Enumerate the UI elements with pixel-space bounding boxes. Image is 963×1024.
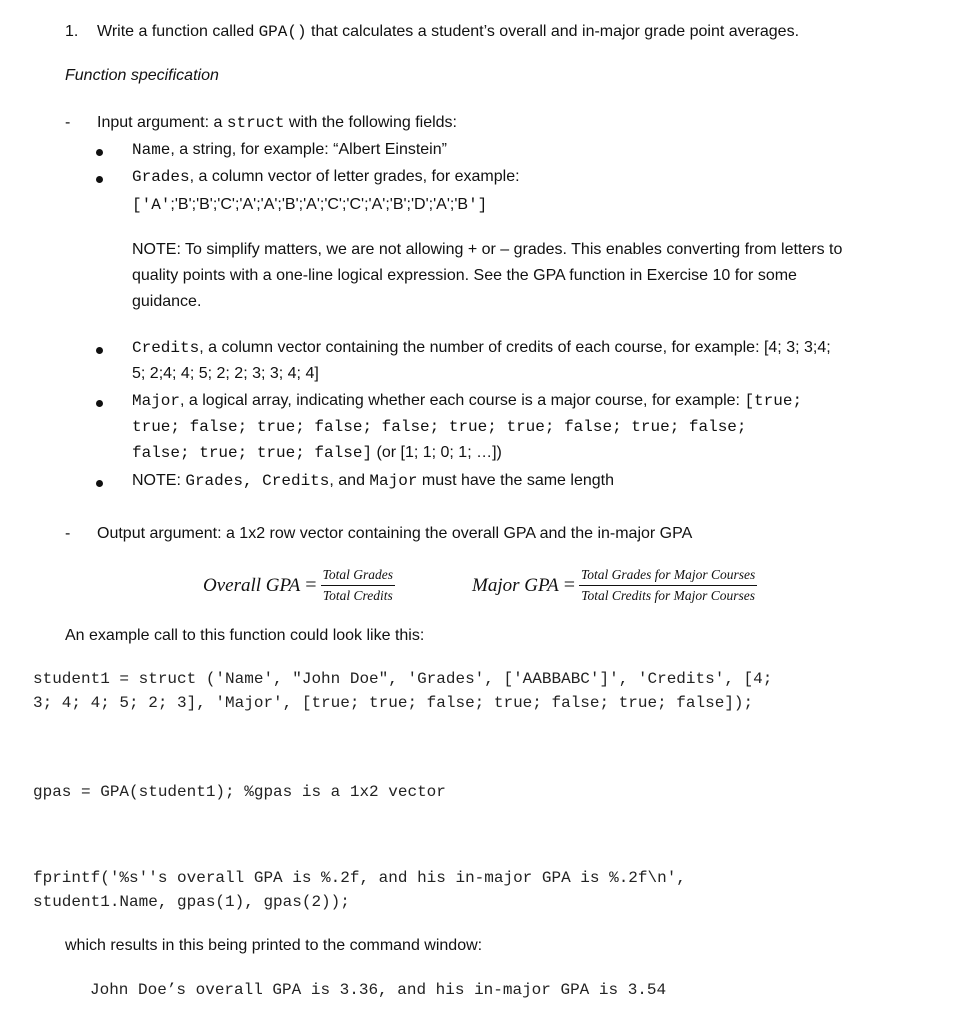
- grades-example-mid: ;'B';'B';'C';'A';'A';'B';'A';'C';'C';'A';'B';'D';'A';'B: [170, 196, 469, 213]
- name-field-desc: , a string, for example: “Albert Einstein”: [170, 141, 447, 158]
- overall-gpa-lhs: Overall GPA: [203, 574, 301, 596]
- code-line-3: gpas = GPA(student1); %gpas is a 1x2 vector: [33, 783, 446, 801]
- grades-example-open: ['A': [132, 196, 171, 214]
- note-line-1: NOTE: To simplify matters, we are not allowing + or – grades. This enables converting from letters to: [132, 241, 843, 258]
- major-field-label: Major: [132, 392, 181, 410]
- code-line-5: student1.Name, gpas(1), gpas(2));: [33, 893, 350, 911]
- result-intro: which results in this being printed to the command window:: [65, 937, 483, 954]
- question-text-after: that calculates a student’s overall and in-major grade point averages.: [306, 23, 800, 40]
- example-intro: An example call to this function could look like this:: [65, 627, 425, 644]
- bullet-icon: [96, 176, 103, 183]
- code-line-2: 3; 4; 4; 5; 2; 3], 'Major', [true; true; false; true; false; true; false]);: [33, 694, 754, 712]
- output-dash: -: [65, 525, 71, 542]
- question-text: [97, 23, 799, 41]
- length-note-credits: Credits: [262, 472, 330, 490]
- major-example-line-3: [132, 444, 502, 462]
- major-gpa-denominator: Total Credits for Major Courses: [581, 588, 756, 603]
- length-note-suffix: must have the same length: [417, 472, 614, 489]
- length-note-and: , and: [329, 472, 370, 489]
- struct-keyword: struct: [226, 114, 285, 132]
- overall-gpa-formula: [203, 567, 395, 604]
- major-example-line-1: [true;: [744, 392, 803, 410]
- length-note-sep: ,: [242, 472, 263, 490]
- bullet-icon: [96, 149, 103, 156]
- length-note-prefix: NOTE:: [132, 472, 186, 489]
- credits-field-desc-2: 5; 2;4; 4; 5; 2; 2; 3; 3; 4; 4]: [132, 365, 319, 382]
- output-text: Output argument: a 1x2 row vector containing the overall GPA and the in-major GPA: [97, 525, 693, 542]
- result-output: John Doe’s overall GPA is 3.36, and his in-major GPA is 3.54: [90, 981, 667, 999]
- input-label-after: with the following fields:: [284, 114, 457, 131]
- major-gpa-lhs: Major GPA: [472, 574, 559, 596]
- question-number: 1.: [65, 23, 79, 40]
- grades-field-desc: , a column vector of letter grades, for example:: [189, 168, 520, 185]
- major-gpa-numerator: Total Grades for Major Courses: [579, 567, 757, 586]
- major-field-item: [132, 392, 802, 410]
- length-note-grades: Grades: [185, 472, 243, 490]
- code-line-1: student1 = struct ('Name', "John Doe", 'Grades', ['AABBABC']', 'Credits', [4;: [33, 670, 773, 688]
- overall-gpa-fraction: [321, 567, 395, 604]
- credits-field-item: [132, 339, 831, 357]
- code-line-4: fprintf('%s''s overall GPA is %.2f, and his in-major GPA is %.2f\n',: [33, 869, 686, 887]
- major-gpa-formula: [472, 567, 757, 604]
- overall-gpa-numerator: Total Grades: [321, 567, 395, 586]
- length-note-major: Major: [369, 472, 418, 490]
- input-label-text: Input argument: a: [97, 114, 227, 131]
- major-gpa-fraction: [579, 567, 757, 604]
- major-example-line-2: true; false; true; false; false; true; true; false; true; false;: [132, 418, 747, 436]
- overall-gpa-equals: =: [305, 574, 317, 596]
- grades-field-item: [132, 168, 520, 186]
- grades-example: [132, 196, 487, 214]
- major-gpa-equals: =: [563, 574, 576, 596]
- name-field-item: [132, 141, 447, 159]
- function-name: GPA(): [258, 23, 307, 41]
- length-note: [132, 472, 614, 490]
- bullet-icon: [96, 347, 103, 354]
- note-line-2: quality points with a one-line logical expression. See the GPA function in Exercise 10 for some: [132, 267, 797, 284]
- note-line-3: guidance.: [132, 293, 202, 310]
- credits-field-desc: , a column vector containing the number of credits of each course, for example: [4; 3; 3;4;: [199, 339, 831, 356]
- bullet-icon: [96, 400, 103, 407]
- major-example-code: false; true; true; false]: [132, 444, 373, 462]
- grades-example-close: ']: [468, 196, 488, 214]
- overall-gpa-denominator: Total Credits: [322, 588, 393, 603]
- major-example-suffix: (or [1; 1; 0; 1; …]): [372, 444, 502, 461]
- credits-field-label: Credits: [132, 339, 200, 357]
- grades-field-label: Grades: [132, 168, 190, 186]
- input-dash: -: [65, 114, 71, 131]
- spec-heading: Function specification: [65, 67, 219, 84]
- question-text-before: Write a function called: [97, 23, 259, 40]
- name-field-label: Name: [132, 141, 171, 159]
- input-label: [97, 114, 457, 132]
- bullet-icon: [96, 480, 103, 487]
- major-field-desc: , a logical array, indicating whether each course is a major course, for example:: [180, 392, 745, 409]
